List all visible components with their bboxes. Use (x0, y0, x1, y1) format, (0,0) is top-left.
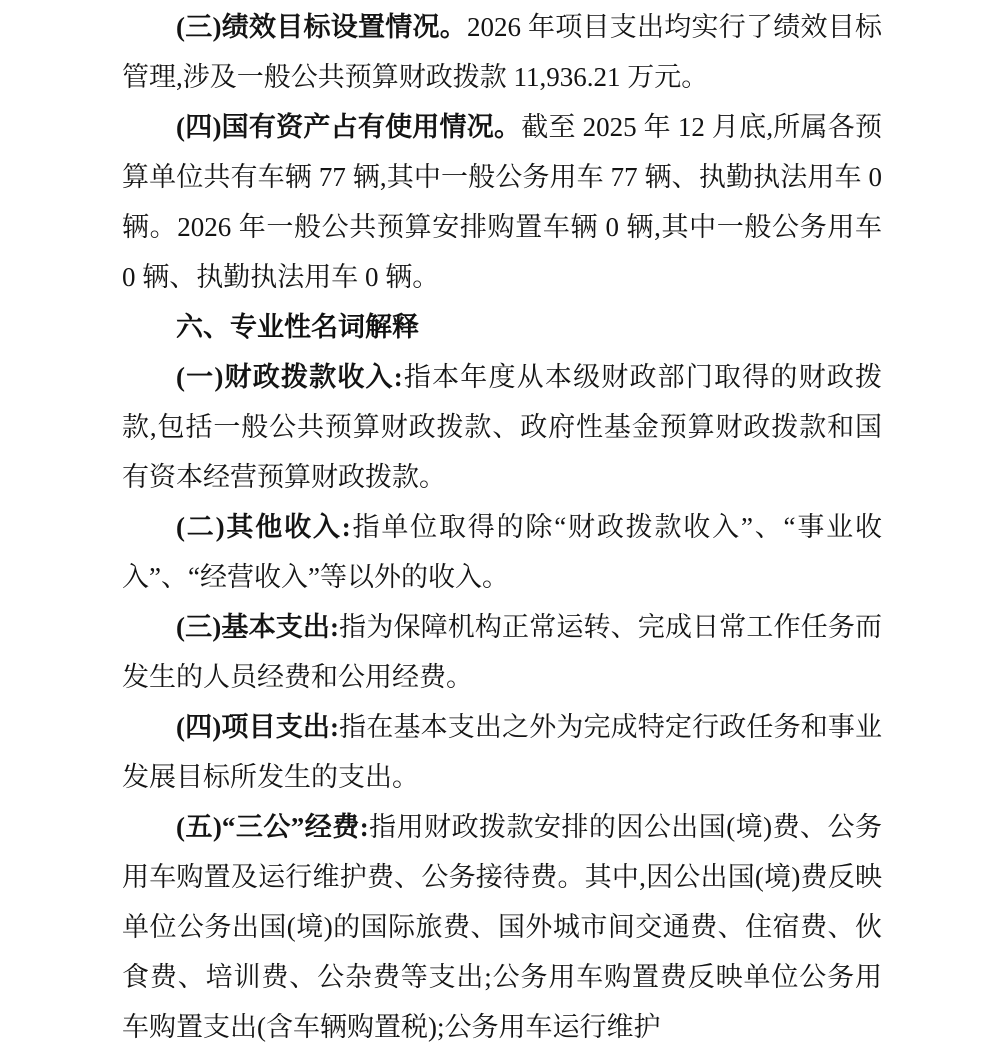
paragraph-lead: (四)国有资产占有使用情况。 (176, 112, 522, 142)
paragraph-lead: (三)基本支出: (176, 612, 340, 642)
paragraph-term-basic-expenditure (122, 602, 882, 702)
paragraph-text: 指用财政拨款安排的因公出国(境)费、公务用车购置及运行维护费、公务接待费。其中,因公出国(境)费反映单位公务出国(境)的国际旅费、国外城市间交通费、住宿费、伙食费、培训费、公杂费等支出;公务用车购置费反映单位公务用车购置支出(含车辆购置税);公务用车运行维护 (122, 812, 882, 1042)
paragraph-lead: (三)绩效目标设置情况。 (176, 12, 467, 42)
paragraph-lead: (四)项目支出: (176, 712, 340, 742)
paragraph-term-fiscal-appropriation-income (122, 352, 882, 502)
paragraph-lead: (五)“三公”经费: (176, 812, 369, 842)
paragraph-text: 指在基本支出之外为完成特定行政任务和事业发展目标所发生的支出。 (122, 712, 882, 792)
paragraph-text: 指单位取得的除“财政拨款收入”、“事业收入”、“经营收入”等以外的收入。 (122, 512, 882, 592)
paragraph-text: 指本年度从本级财政部门取得的财政拨款,包括一般公共预算财政拨款、政府性基金预算财政拨款和国有资本经营预算财政拨款。 (122, 362, 882, 492)
paragraph-term-other-income (122, 502, 882, 602)
paragraph-state-assets (122, 102, 882, 302)
paragraph-text: 2026 年项目支出均实行了绩效目标管理,涉及一般公共预算财政拨款 11,936.21 万元。 (122, 12, 883, 92)
section-heading-terminology: 六、专业性名词解释 (176, 312, 419, 342)
paragraph-text: 指为保障机构正常运转、完成日常工作任务而发生的人员经费和公用经费。 (122, 612, 882, 692)
document-body (122, 2, 882, 1052)
paragraph-lead: (一)财政拨款收入: (176, 362, 403, 392)
paragraph-lead: (二)其他收入: (176, 512, 351, 542)
paragraph-term-project-expenditure (122, 702, 882, 802)
paragraph-text: 截至 2025 年 12 月底,所属各预算单位共有车辆 77 辆,其中一般公务用车 77 辆、执勤执法用车 0 辆。2026 年一般公共预算安排购置车辆 0 辆,其中一般公务用车 0 辆、执勤执法用车 0 辆。 (122, 112, 883, 292)
paragraph-performance-targets (122, 2, 882, 102)
paragraph-term-three-public-funds (122, 802, 882, 1052)
